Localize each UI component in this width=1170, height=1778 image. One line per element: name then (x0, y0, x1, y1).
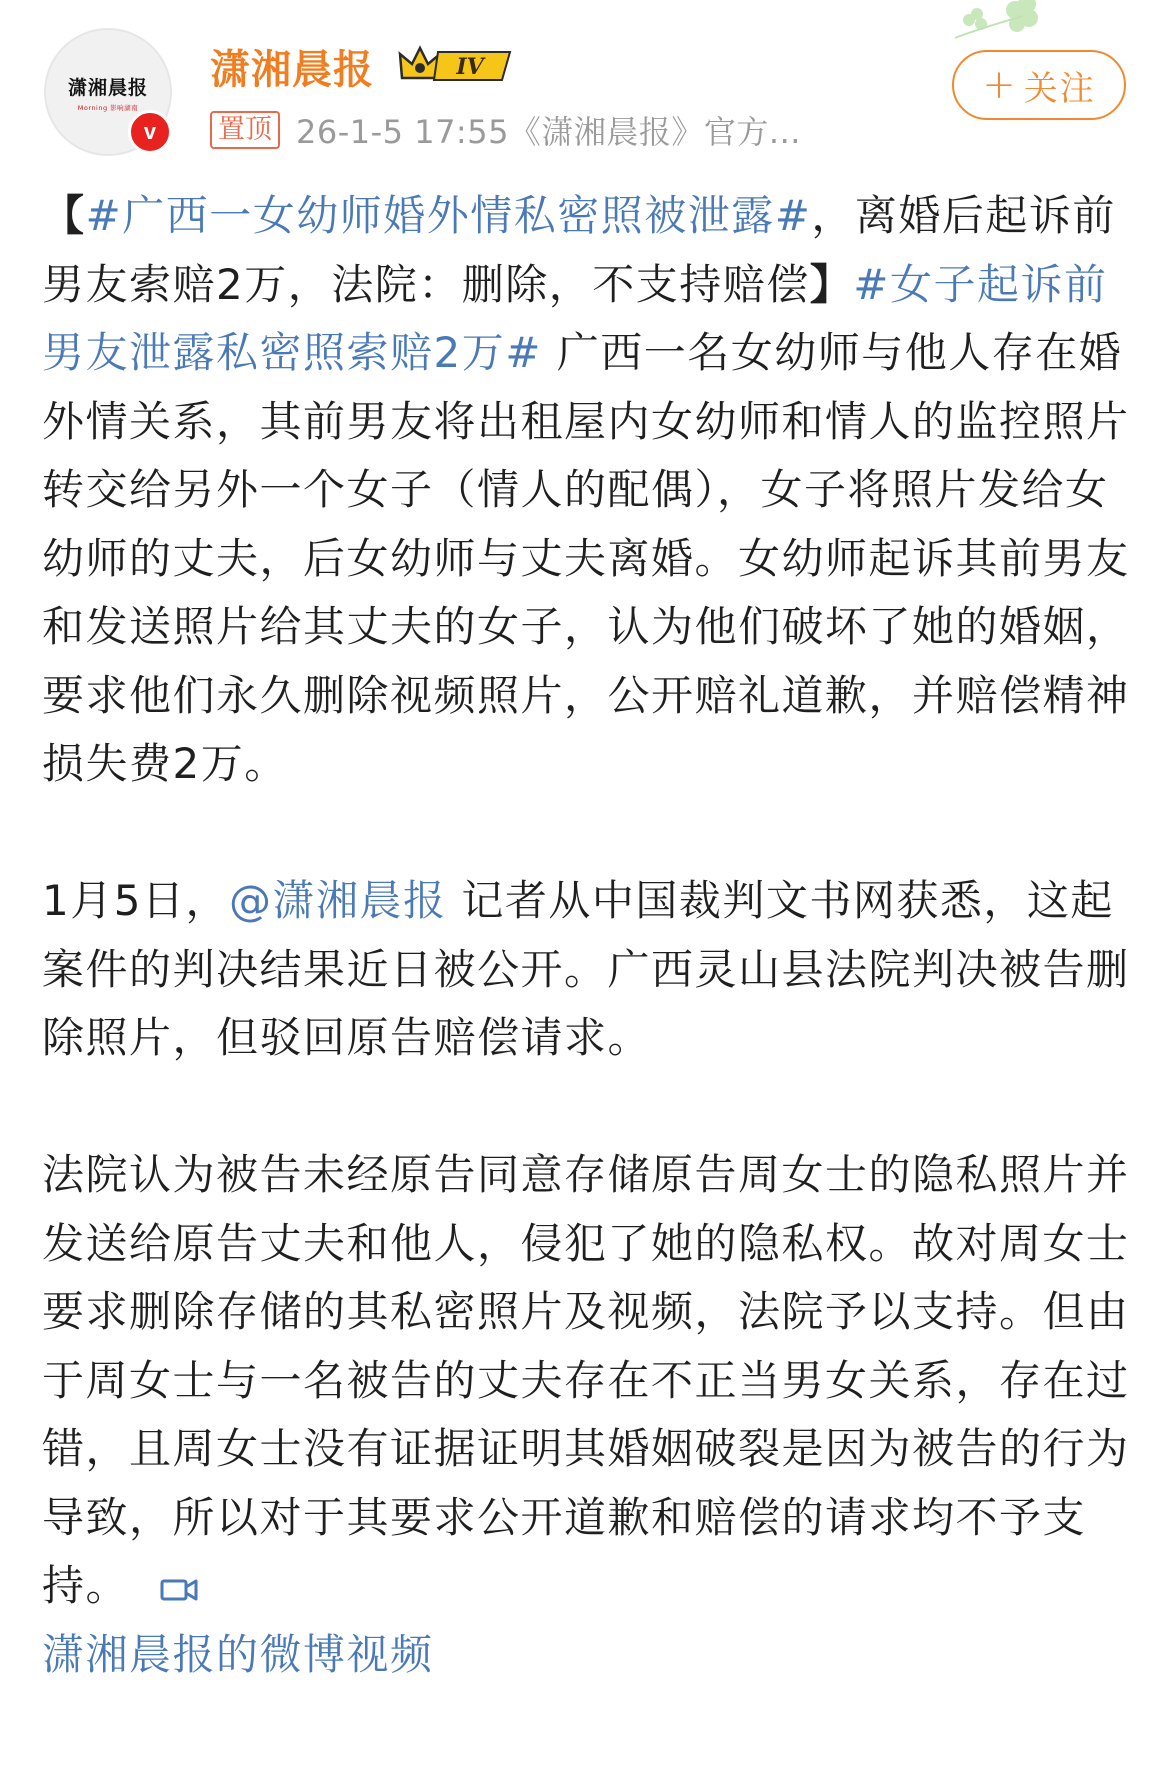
paragraph-1 (42, 182, 1132, 799)
date-text: 1月5日， (42, 876, 229, 925)
hashtag-link[interactable]: #广西一女幼师婚外情私密照被泄露# (85, 191, 812, 240)
pinned-badge: 置顶 (210, 111, 280, 149)
level-label: IV (456, 54, 484, 80)
post-header (0, 0, 1170, 165)
paragraph-2 (42, 867, 1132, 1073)
close-bracket: 】 (809, 259, 854, 309)
video-link[interactable]: 潇湘晨报的微博视频 (42, 1629, 434, 1679)
follow-button[interactable] (952, 50, 1126, 120)
video-icon (159, 1574, 199, 1604)
body-text: 法院认为被告未经原告同意存储原告周女士的隐私照片并发送给原告丈夫和他人，侵犯了她的隐私权。故对周女士要求删除存储的其私密照片及视频，法院予以支持。但由于周女士与一名被告的丈夫存在不正当男女关系，存在过错，且周女士没有证据证明其婚姻破裂是因为被告的行为导致，所以对于其要求公开道歉和赔偿的请求均不予支持。 (42, 1150, 1130, 1610)
post-body (42, 182, 1132, 1689)
follow-label: 关注 (1023, 68, 1096, 109)
headline-text: ，离婚后起诉前男友索赔2万，法院：删除，不支持赔偿 (42, 191, 1116, 309)
paragraph-3 (42, 1141, 1132, 1689)
verified-icon: v (128, 110, 172, 154)
body-text: 广西一名女幼师与他人存在婚外情关系，其前男友将出租屋内女幼师和情人的监控照片转交给另外一个女子（情人的配偶），女子将照片发给女幼师的丈夫，后女幼师与丈夫离婚。女幼师起诉其前男友和发送照片给其丈夫的女子，认为他们破坏了她的婚姻，要求他们永久删除视频照片，公开赔礼道歉，并赔偿精神损失费2万。 (42, 328, 1130, 788)
mention-link[interactable]: @潇湘晨报 (228, 876, 447, 925)
avatar[interactable] (44, 28, 172, 156)
plus-icon: + (982, 62, 1018, 108)
body-text: 记者从中国裁判文书网获悉，这起案件的判决结果近日被公开。广西灵山县法院判决被告删除照片，但驳回原告赔偿请求。 (42, 876, 1130, 1062)
post-meta (210, 107, 801, 153)
avatar-logo-text: 潇湘晨报 (67, 76, 148, 99)
crown-icon (398, 44, 518, 86)
hashtag-link[interactable]: #女子起诉前男友泄露私密照索赔2万# (42, 259, 1108, 377)
open-bracket: 【 (42, 191, 86, 240)
clover-icon (935, 0, 1055, 40)
avatar-logo-subtext: Morning 影响湖南 (77, 103, 139, 112)
username[interactable]: 潇湘晨报 (210, 47, 374, 93)
post-time-source: 26-1-5 17:55《潇湘晨报》官方... (296, 113, 801, 151)
